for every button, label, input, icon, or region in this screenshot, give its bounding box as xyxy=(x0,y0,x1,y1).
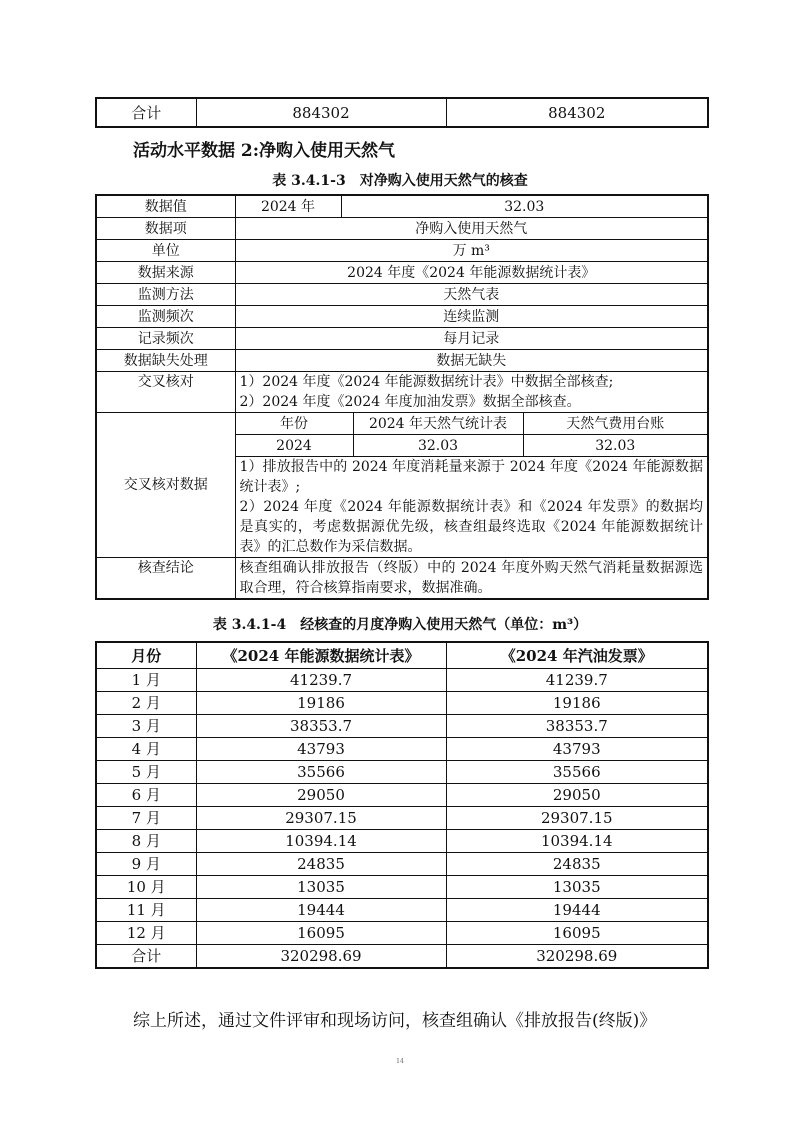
stats-value-cell: 29307.15 xyxy=(196,807,446,830)
cross-check-cell xyxy=(235,372,708,413)
table-row xyxy=(96,853,708,876)
stats-value-cell: 43793 xyxy=(196,738,446,761)
month-cell: 11 月 xyxy=(96,899,196,922)
row-label: 数据来源 xyxy=(96,262,235,284)
row-label: 数据值 xyxy=(96,195,235,218)
month-cell: 6 月 xyxy=(96,784,196,807)
column-header: 月份 xyxy=(96,642,196,669)
month-cell: 2 月 xyxy=(96,692,196,715)
cross-data-note: 1）排放报告中的 2024 年度消耗量来源于 2024 年度《2024 年能源数据统计表》; xyxy=(239,459,703,495)
table-row xyxy=(96,830,708,853)
invoice-value-cell: 320298.69 xyxy=(446,945,708,969)
cross-data-header: 年份 xyxy=(235,413,353,435)
row-label: 交叉核对 xyxy=(96,372,235,413)
month-cell: 10 月 xyxy=(96,876,196,899)
stats-value-cell: 41239.7 xyxy=(196,669,446,692)
table-row xyxy=(96,738,708,761)
table-row xyxy=(96,350,708,372)
page-number: 14 xyxy=(396,1058,404,1065)
month-cell: 7 月 xyxy=(96,807,196,830)
table-caption-1: 表 3.4.1-3 对净购入使用天然气的核查 xyxy=(272,173,528,189)
table-row xyxy=(96,98,708,127)
row-value: 数据无缺失 xyxy=(235,350,708,372)
total-row-table xyxy=(95,97,709,128)
table-row xyxy=(96,413,708,435)
invoice-value-cell: 16095 xyxy=(446,922,708,945)
invoice-value-cell: 43793 xyxy=(446,738,708,761)
stats-value-cell: 29050 xyxy=(196,784,446,807)
table-row xyxy=(96,899,708,922)
invoice-value-cell: 29050 xyxy=(446,784,708,807)
verification-table xyxy=(95,194,709,600)
row-value: 每月记录 xyxy=(235,328,708,350)
monthly-gas-table xyxy=(95,641,709,969)
month-cell: 1 月 xyxy=(96,669,196,692)
row-label: 数据缺失处理 xyxy=(96,350,235,372)
table-row xyxy=(96,922,708,945)
table-row xyxy=(96,558,708,600)
stats-value-cell: 320298.69 xyxy=(196,945,446,969)
invoice-value-cell: 24835 xyxy=(446,853,708,876)
row-label: 单位 xyxy=(96,240,235,262)
total-value-2: 884302 xyxy=(446,98,708,127)
cross-data-notes xyxy=(235,457,708,558)
row-label: 记录频次 xyxy=(96,328,235,350)
data-year: 2024 年 xyxy=(235,195,341,218)
invoice-value-cell: 38353.7 xyxy=(446,715,708,738)
stats-value-cell: 16095 xyxy=(196,922,446,945)
month-cell: 3 月 xyxy=(96,715,196,738)
month-cell: 12 月 xyxy=(96,922,196,945)
row-label: 核查结论 xyxy=(96,558,235,600)
invoice-value-cell: 13035 xyxy=(446,876,708,899)
stats-value-cell: 35566 xyxy=(196,761,446,784)
closing-paragraph: 综上所述，通过文件评审和现场访问，核查组确认《排放报告(终版)》 xyxy=(133,1011,657,1031)
section-heading: 活动水平数据 2:净购入使用天然气 xyxy=(133,141,396,161)
table-header-row xyxy=(96,642,708,669)
total-label: 合计 xyxy=(96,98,196,127)
month-cell: 合计 xyxy=(96,945,196,969)
invoice-value-cell: 35566 xyxy=(446,761,708,784)
column-header: 《2024 年能源数据统计表》 xyxy=(196,642,446,669)
table-row xyxy=(96,262,708,284)
stats-value-cell: 10394.14 xyxy=(196,830,446,853)
table-row xyxy=(96,195,708,218)
table-row xyxy=(96,284,708,306)
cross-data-value: 32.03 xyxy=(353,435,523,457)
table-row xyxy=(96,876,708,899)
row-label: 监测频次 xyxy=(96,306,235,328)
table-row xyxy=(96,372,708,413)
month-cell: 8 月 xyxy=(96,830,196,853)
table-row xyxy=(96,218,708,240)
stats-value-cell: 19444 xyxy=(196,899,446,922)
column-header: 《2024 年汽油发票》 xyxy=(446,642,708,669)
row-label: 交叉核对数据 xyxy=(96,413,235,558)
table-row xyxy=(96,945,708,969)
month-cell: 5 月 xyxy=(96,761,196,784)
stats-value-cell: 19186 xyxy=(196,692,446,715)
cross-check-line: 1）2024 年度《2024 年能源数据统计表》中数据全部核查; xyxy=(239,374,614,390)
stats-value-cell: 24835 xyxy=(196,853,446,876)
table-row xyxy=(96,807,708,830)
total-value-1: 884302 xyxy=(196,98,446,127)
cross-data-value: 32.03 xyxy=(523,435,708,457)
monthly-table-body xyxy=(96,669,708,969)
cross-data-value: 2024 xyxy=(235,435,353,457)
table-row xyxy=(96,761,708,784)
row-value: 净购入使用天然气 xyxy=(235,218,708,240)
invoice-value-cell: 41239.7 xyxy=(446,669,708,692)
month-cell: 4 月 xyxy=(96,738,196,761)
table-row xyxy=(96,306,708,328)
cross-data-header: 2024 年天然气统计表 xyxy=(353,413,523,435)
row-value: 天然气表 xyxy=(235,284,708,306)
table-row xyxy=(96,328,708,350)
invoice-value-cell: 29307.15 xyxy=(446,807,708,830)
row-value: 万 m³ xyxy=(235,240,708,262)
conclusion-text: 核查组确认排放报告（终版）中的 2024 年度外购天然气消耗量数据源选取合理，符合核算指南要求，数据准确。 xyxy=(235,558,708,600)
row-value: 连续监测 xyxy=(235,306,708,328)
cross-data-note: 2）2024 年度《2024 年能源数据统计表》和《2024 年发票》的数据均是真实的，考虑数据源优先级，核查组最终选取《2024 年能源数据统计表》的汇总数作为采信数据。 xyxy=(239,499,703,555)
invoice-value-cell: 10394.14 xyxy=(446,830,708,853)
cross-data-header: 天然气费用台账 xyxy=(523,413,708,435)
row-label: 监测方法 xyxy=(96,284,235,306)
row-label: 数据项 xyxy=(96,218,235,240)
cross-check-line: 2）2024 年度《2024 年度加油发票》数据全部核查。 xyxy=(239,394,581,410)
table-row xyxy=(96,240,708,262)
data-value: 32.03 xyxy=(341,195,708,218)
table-row xyxy=(96,692,708,715)
invoice-value-cell: 19444 xyxy=(446,899,708,922)
table-caption-2: 表 3.4.1-4 经核查的月度净购入使用天然气（单位：m³） xyxy=(212,617,588,633)
table-row xyxy=(96,715,708,738)
row-value: 2024 年度《2024 年能源数据统计表》 xyxy=(235,262,708,284)
stats-value-cell: 38353.7 xyxy=(196,715,446,738)
month-cell: 9 月 xyxy=(96,853,196,876)
stats-value-cell: 13035 xyxy=(196,876,446,899)
table-row xyxy=(96,669,708,692)
invoice-value-cell: 19186 xyxy=(446,692,708,715)
table-row xyxy=(96,784,708,807)
